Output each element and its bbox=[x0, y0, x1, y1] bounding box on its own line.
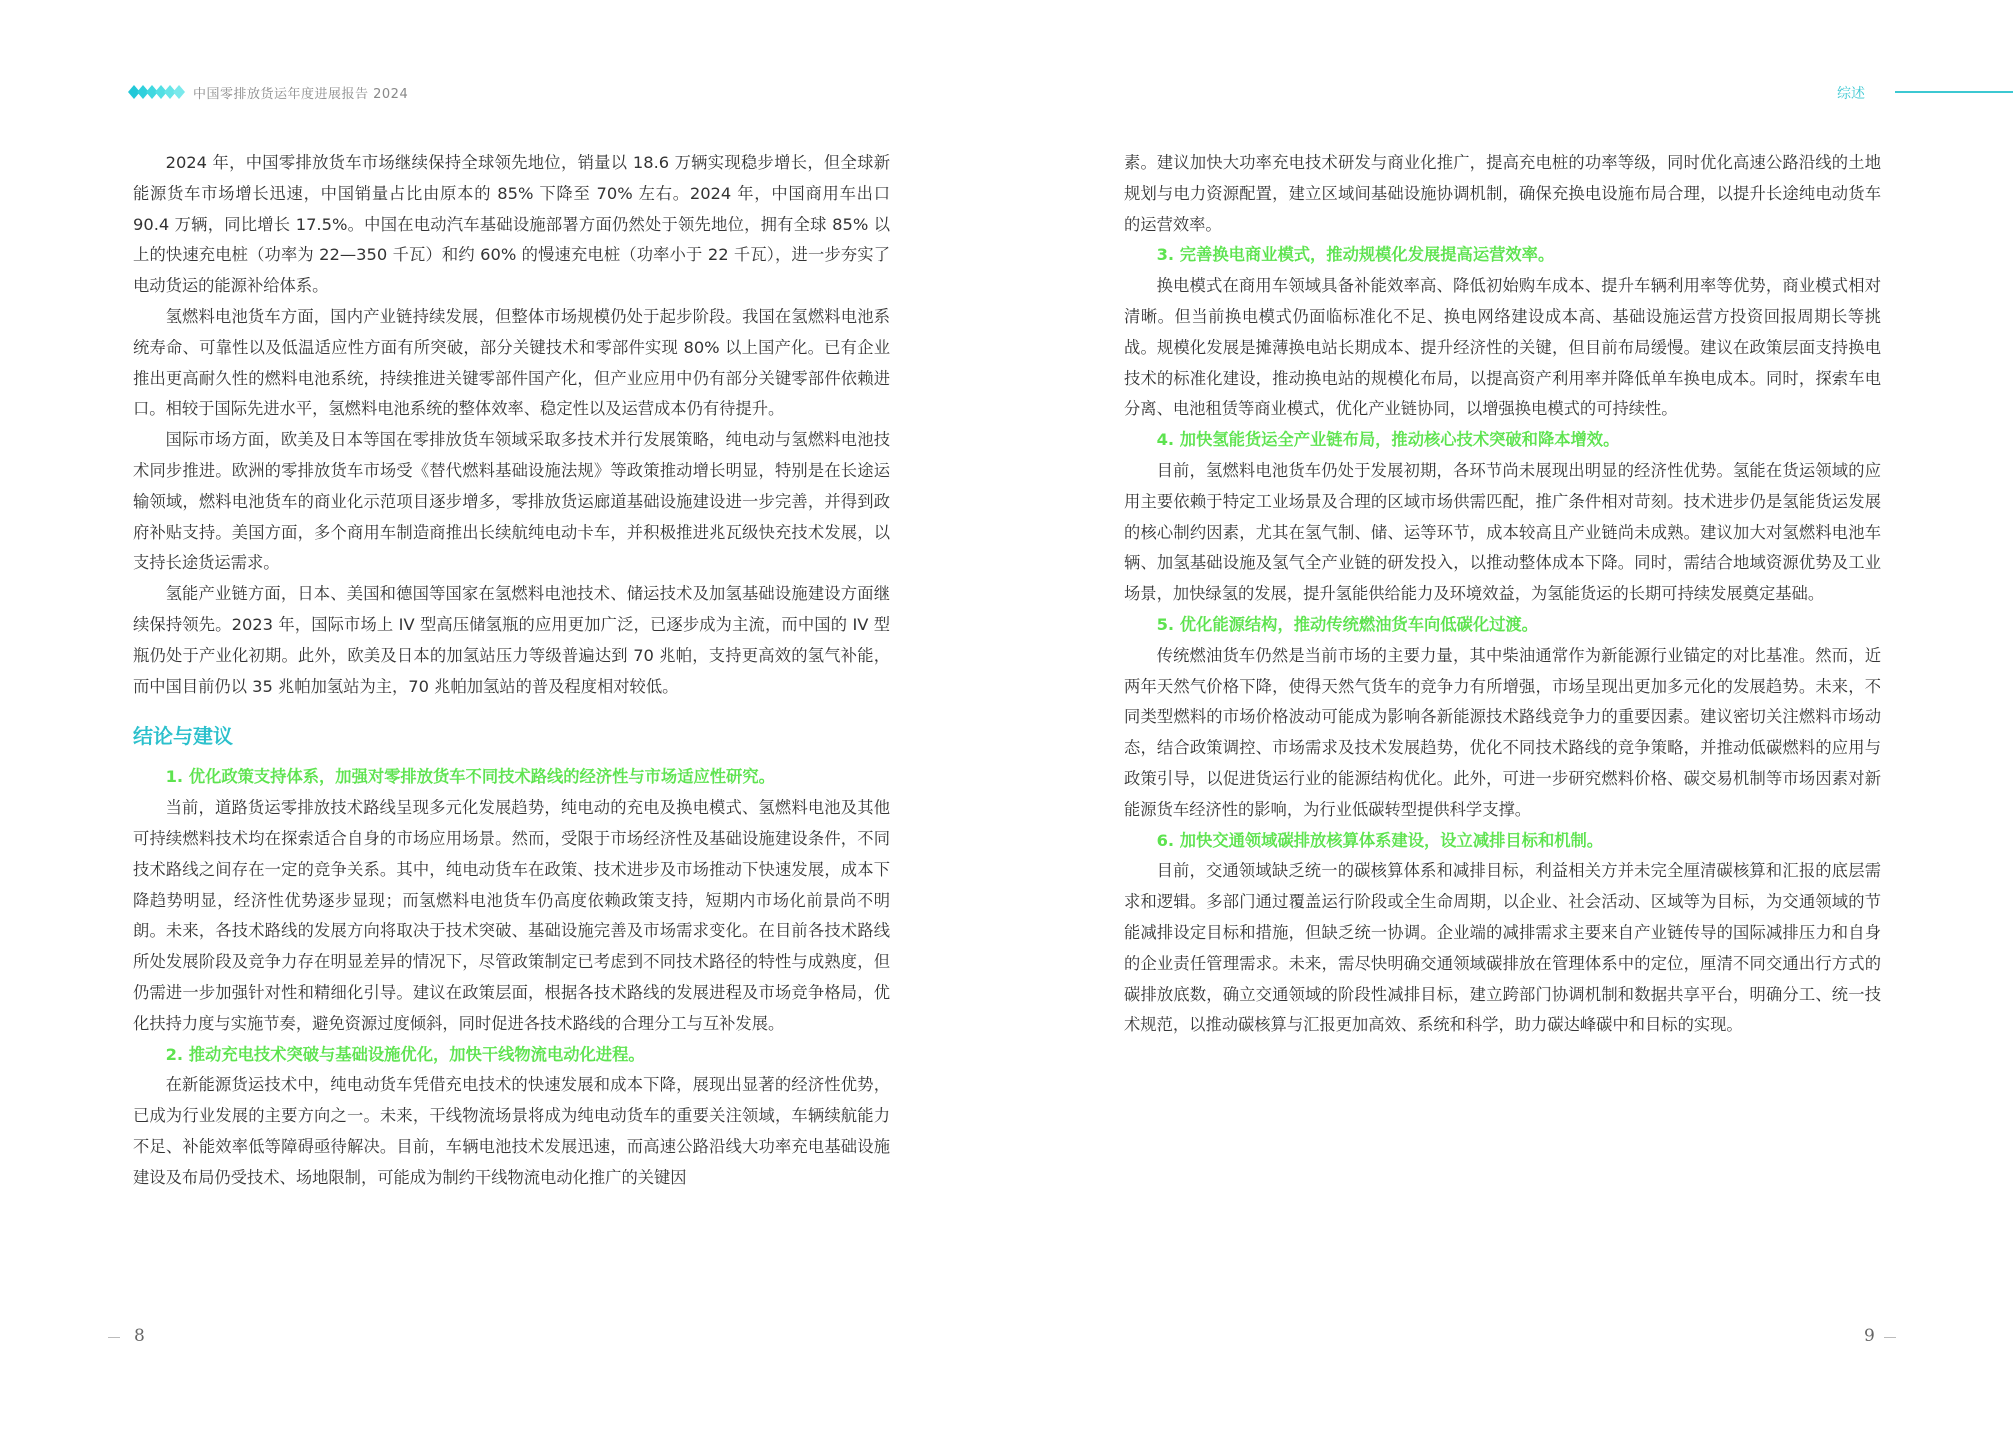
paragraph: 氢燃料电池货车方面，国内产业链持续发展，但整体市场规模仍处于起步阶段。我国在氢燃料电池系统寿命、可靠性以及低温适应性方面有所突破，部分关键技术和零部件实现 80% 以上国产化。已有企业推出更高耐久性的燃料电池系统，持续推进关键零部件国产化，但产业应用中仍有部分关键零部件依赖进口。相较于国际先进水平，氢燃料电池系统的整体效率、稳定性以及运营成本仍有待提升。 bbox=[133, 306, 890, 419]
chevron-chain-logo-icon bbox=[128, 84, 188, 100]
paragraph: 国际市场方面，欧美及日本等国在零排放货车领域采取多技术并行发展策略，纯电动与氢燃料电池技术同步推进。欧洲的零排放货车市场受《替代燃料基础设施法规》等政策推动增长明显，特别是在长途运输领域，燃料电池货车的商业化示范项目逐步增多，零排放货运廊道基础设施建设进一步完善，并得到政府补贴支持。美国方面，多个商用车制造商推出长续航纯电动卡车，并积极推进兆瓦级快充技术发展，以支持长途货运需求。 bbox=[133, 430, 890, 573]
subheading-1: 1. 优化政策支持体系，加强对零排放货车不同技术路线的经济性与市场适应性研究。 bbox=[165, 767, 775, 787]
paragraph: 氢能产业链方面，日本、美国和德国等国家在氢燃料电池技术、储运技术及加氢基础设施建设方面继续保持领先。2023 年，国际市场上 IV 型高压储氢瓶的应用更加广泛，已逐步成为主流，而中国的 IV 型瓶仍处于产业化初期。此外，欧美及日本的加氢站压力等级普遍达到 70 兆帕，支持更高效的氢气补能，而中国目前仍以 35 兆帕加氢站为主，70 兆帕加氢站的普及程度相对较低。 bbox=[133, 584, 890, 696]
subheading-4: 4. 加快氢能货运全产业链布局，推动核心技术突破和降本增效。 bbox=[1156, 430, 1620, 450]
report-title: 中国零排放货运年度进展报告 2024 bbox=[193, 87, 409, 102]
page-dash-right bbox=[1884, 1337, 1896, 1338]
paragraph: 在新能源货运技术中，纯电动货车凭借充电技术的快速发展和成本下降，展现出显著的经济性优势，已成为行业发展的主要方向之一。未来，干线物流场景将成为纯电动货车的重要关注领域，车辆续航能力不足、补能效率低等障碍亟待解决。目前，车辆电池技术发展迅速，而高速公路沿线大功率充电基础设施建设及布局仍受技术、场地限制，可能成为制约干线物流电动化推广的关键因 bbox=[133, 1075, 890, 1187]
paragraph: 目前，氢燃料电池货车仍处于发展初期，各环节尚未展现出明显的经济性优势。氢能在货运领域的应用主要依赖于特定工业场景及合理的区域市场供需匹配，推广条件相对苛刻。技术进步仍是氢能货运发展的核心制约因素，尤其在氢气制、储、运等环节，成本较高且产业链尚未成熟。建议加大对氢燃料电池车辆、加氢基础设施及氢气全产业链的研发投入，以推动整体成本下降。同时，需结合地域资源优势及工业场景，加快绿氢的发展，提升氢能供给能力及环境效益，为氢能货运的长期可持续发展奠定基础。 bbox=[1124, 460, 1881, 604]
paragraph: 传统燃油货车仍然是当前市场的主要力量，其中柴油通常作为新能源行业锚定的对比基准。然而，近两年天然气价格下降，使得天然气货车的竞争力有所增强，市场呈现出更加多元化的发展趋势。未来，不同类型燃料的市场价格波动可能成为影响各新能源技术路线竞争力的重要因素。建议密切关注燃料市场动态，结合政策调控、市场需求及技术发展趋势，优化不同技术路线的竞争策略，并推动低碳燃料的应用与政策引导，以促进货运行业的能源结构优化。此外，可进一步研究燃料价格、碳交易机制等市场因素对新能源货车经济性的影响，为行业低碳转型提供科学支撑。 bbox=[1124, 645, 1881, 819]
paragraph: 2024 年，中国零排放货车市场继续保持全球领先地位，销量以 18.6 万辆实现稳步增长，但全球新能源货车市场增长迅速，中国销量占比由原本的 85% 下降至 70% 左右。2024 年，中国商用车出口 90.4 万辆，同比增长 17.5%。中国在电动汽车基础设施部署方面仍然处于领先地位，拥有全球 85% 以上的快速充电桩（功率为 22—350 千瓦）和约 60% 的慢速充电桩（功率小于 22 千瓦），进一步夯实了电动货运的能源补给体系。 bbox=[133, 153, 890, 296]
page-number-right: 9 bbox=[1864, 1326, 1875, 1346]
section-label: 综述 bbox=[1837, 86, 1865, 102]
paragraph: 目前，交通领域缺乏统一的碳核算体系和减排目标，利益相关方并未完全厘清碳核算和汇报的底层需求和逻辑。多部门通过覆盖运行阶段或全生命周期，以企业、社会活动、区域等为目标，为交通领域的节能减排设定目标和措施，但缺乏统一协调。企业端的减排需求主要来自产业链传导的国际减排压力和自身的企业责任管理需求。未来，需尽快明确交通领域碳排放在管理体系中的定位，厘清不同交通出行方式的碳排放底数，确立交通领域的阶段性减排目标，建立跨部门协调机制和数据共享平台，明确分工、统一技术规范，以推动碳核算与汇报更加高效、系统和科学，助力碳达峰碳中和目标的实现。 bbox=[1124, 861, 1881, 1035]
paragraph-continuation: 素。建议加快大功率充电技术研发与商业化推广，提高充电桩的功率等级，同时优化高速公路沿线的土地规划与电力资源配置，建立区域间基础设施协调机制，确保充换电设施布局合理，以提升长途纯电动货车的运营效率。 bbox=[1124, 153, 1881, 234]
subheading-2: 2. 推动充电技术突破与基础设施优化，加快干线物流电动化进程。 bbox=[165, 1044, 645, 1064]
left-column bbox=[133, 148, 890, 1194]
page-number-left: 8 bbox=[134, 1326, 145, 1346]
paragraph: 当前，道路货运零排放技术路线呈现多元化发展趋势，纯电动的充电及换电模式、氢燃料电池及其他可持续燃料技术均在探索适合自身的市场应用场景。然而，受限于市场经济性及基础设施建设条件，不同技术路线之间存在一定的竞争关系。其中，纯电动货车在政策、技术进步及市场推动下快速发展，成本下降趋势明显，经济性优势逐步显现；而氢燃料电池货车仍高度依赖政策支持，短期内市场化前景尚不明朗。未来，各技术路线的发展方向将取决于技术突破、基础设施完善及市场需求变化。在目前各技术路线所处发展阶段及竞争力存在明显差异的情况下，尽管政策制定已考虑到不同技术路径的特性与成熟度，但仍需进一步加强针对性和精细化引导。建议在政策层面，根据各技术路线的发展进程及市场竞争格局，优化扶持力度与实施节奏，避免资源过度倾斜，同时促进各技术路线的合理分工与互补发展。 bbox=[133, 798, 890, 1033]
right-column bbox=[1124, 148, 1881, 1041]
header-divider bbox=[1895, 91, 2013, 93]
paragraph: 换电模式在商用车领域具备补能效率高、降低初始购车成本、提升车辆利用率等优势，商业模式相对清晰。但当前换电模式仍面临标准化不足、换电网络建设成本高、基础设施运营方投资回报周期长等挑战。规模化发展是摊薄换电站长期成本、提升经济性的关键，但目前布局缓慢。建议在政策层面支持换电技术的标准化建设，推动换电站的规模化布局，以提高资产利用率并降低单车换电成本。同时，探索车电分离、电池租赁等商业模式，优化产业链协同，以增强换电模式的可持续性。 bbox=[1124, 276, 1881, 419]
page-dash-left bbox=[108, 1337, 120, 1338]
subheading-5: 5. 优化能源结构，推动传统燃油货车向低碳化过渡。 bbox=[1156, 614, 1538, 634]
subheading-3: 3. 完善换电商业模式，推动规模化发展提高运营效率。 bbox=[1156, 245, 1555, 265]
subheading-6: 6. 加快交通领域碳排放核算体系建设，设立减排目标和机制。 bbox=[1156, 830, 1604, 850]
section-heading: 结论与建议 bbox=[133, 724, 233, 749]
